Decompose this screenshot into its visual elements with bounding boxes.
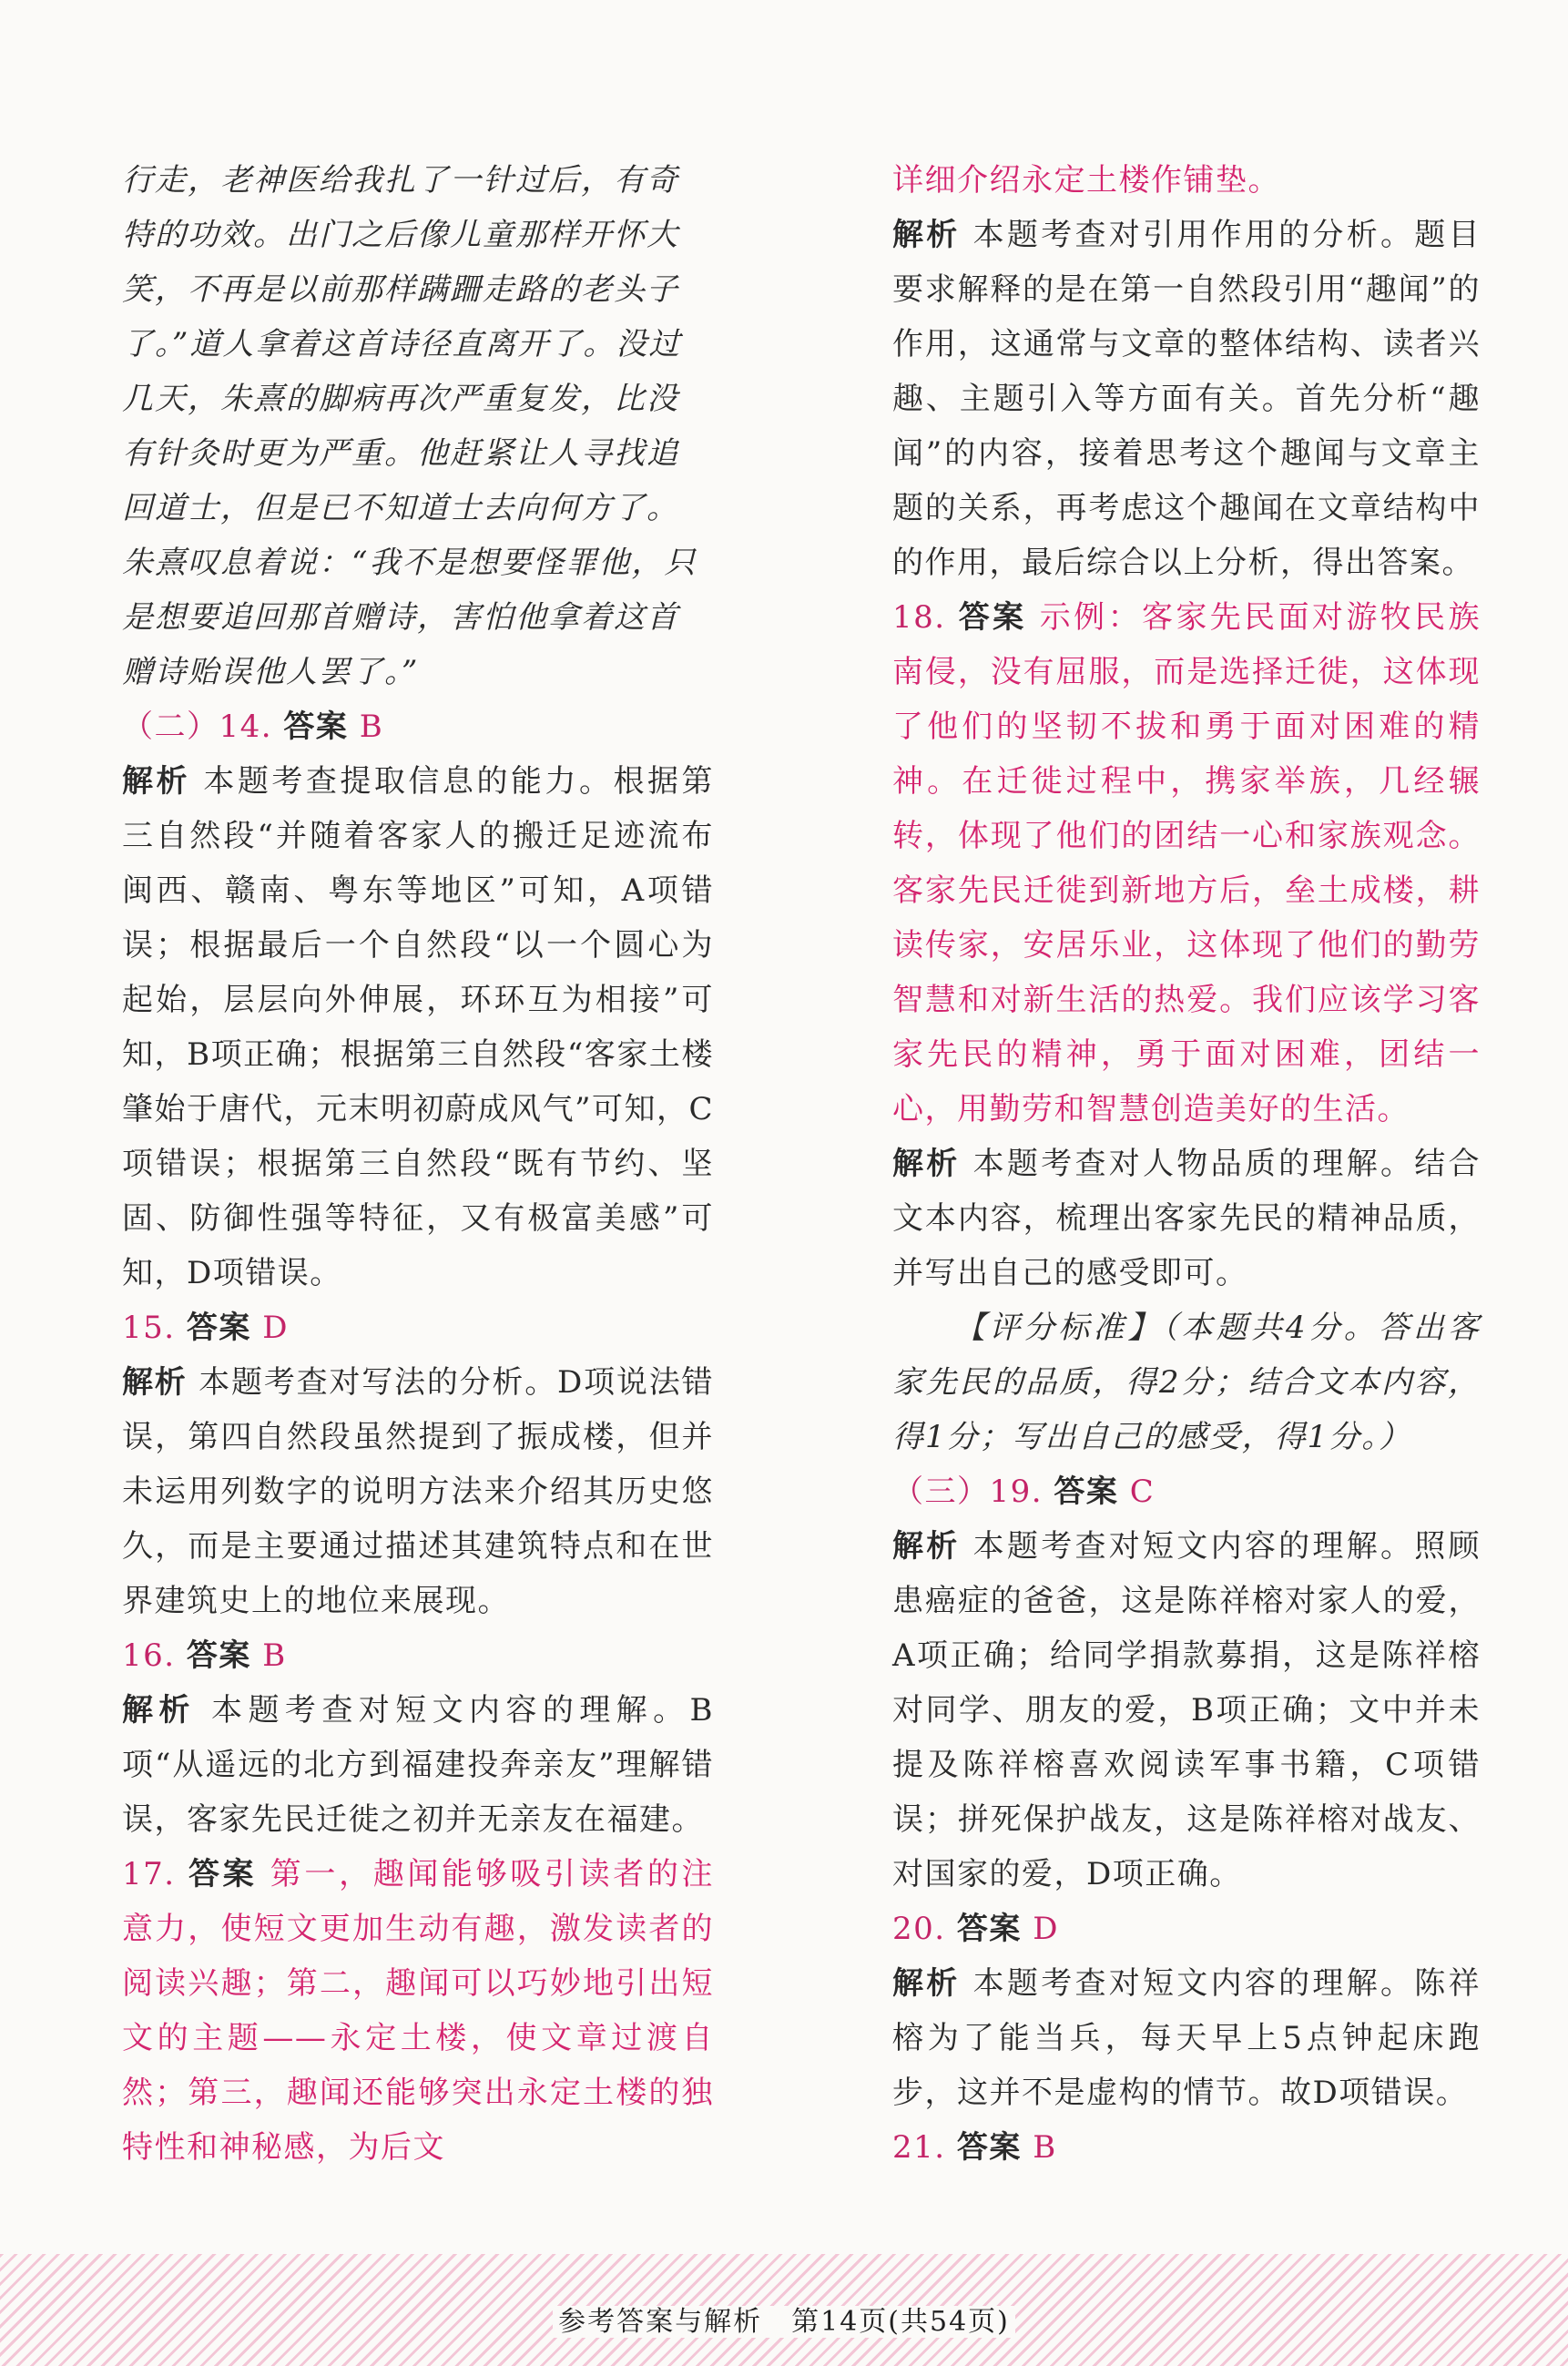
- q15-analysis: [122, 1355, 714, 1628]
- answer-label: 答案: [188, 1856, 258, 1892]
- story-line: 行走，老神医给我扎了一针过后，有奇: [122, 162, 679, 199]
- story-line: 赠诗贻误他人罢了。”: [122, 654, 420, 690]
- analysis-text: 本题考查对引用作用的分析。题目要求解释的是在第一自然段引用“趣闻”的作用，这通常与文章的整体结构、读者兴趣、主题引入等方面有关。首先分析“趣闻”的内容，接着思考这个趣闻与文章主题的关系，再考虑这个趣闻在文章结构中的作用，最后综合以上分析，得出答案。: [892, 217, 1481, 581]
- q16-answer: [122, 1628, 714, 1683]
- answer-value: B: [262, 1637, 287, 1674]
- q20-answer: [892, 1902, 1481, 1956]
- q19-answer: [892, 1464, 1481, 1519]
- story-line: 笑，不再是以前那样蹒跚走路的老头子: [122, 271, 679, 308]
- question-number: 16.: [122, 1637, 176, 1674]
- story-line: 特的功效。出门之后像儿童那样开怀大: [122, 217, 679, 253]
- story-line: 有针灸时更为严重。他赶紧让人寻找追: [122, 435, 679, 472]
- q17-answer-continued: 详细介绍永定土楼作铺垫。: [892, 162, 1280, 199]
- answer-value: C: [1129, 1474, 1156, 1510]
- footer-label: 参考答案与解析 第14页(共54页): [553, 2306, 1015, 2338]
- analysis-text: 本题考查提取信息的能力。根据第三自然段“并随着客家人的搬迁足迹流布闽西、赣南、粤东等地区”可知，A项错误；根据最后一个自然段“以一个圆心为起始，层层向外伸展，环环互为相接”可知，B项正确；根据第三自然段“客家土楼肇始于唐代，元末明初蔚成风气”可知，C项错误；根据第三自然段“既有节约、坚固、防御性强等特征，又有极富美感”可知，D项错误。: [122, 763, 715, 1291]
- q21-answer: [892, 2120, 1481, 2175]
- analysis-text: 本题考查对短文内容的理解。B项“从遥远的北方到福建投奔亲友”理解错误，客家先民迁徙之初并无亲友在福建。: [122, 1692, 715, 1838]
- analysis-text: 本题考查对写法的分析。D项说法错误，第四自然段虽然提到了振成楼，但并未运用列数字的说明方法来介绍其历史悠久，而是主要通过描述其建筑特点和在世界建筑史上的地位来展现。: [122, 1364, 714, 1619]
- answer-label: 答案: [186, 1637, 251, 1674]
- question-number: 21.: [892, 2129, 946, 2166]
- story-line: 朱熹叹息着说：“我不是想要怪罪他，只: [122, 545, 697, 581]
- q15-answer: [122, 1300, 714, 1355]
- left-column: [122, 153, 714, 2175]
- answer-label: 答案: [186, 1310, 251, 1346]
- answer-label: 答案: [283, 709, 349, 745]
- question-number: 18.: [892, 599, 946, 636]
- analysis-label: 解析: [892, 1528, 961, 1565]
- answer-label: 答案: [956, 1911, 1022, 1947]
- q18-scoring: 【评分标准】（本题共4分。答出客家先民的品质，得2分；结合文本内容，得1分；写出自己的感受，得1分。）: [892, 1310, 1481, 1455]
- section-label: （三）: [892, 1474, 990, 1510]
- answer-value: B: [1033, 2129, 1057, 2166]
- question-number: 20.: [892, 1911, 946, 1947]
- analysis-label: 解析: [892, 217, 961, 253]
- analysis-label: 解析: [892, 1965, 961, 2002]
- story-line: 几天，朱熹的脚病再次严重复发，比没: [122, 381, 679, 417]
- analysis-label: 解析: [892, 1146, 961, 1182]
- analysis-label: 解析: [122, 1692, 196, 1729]
- q18-analysis: [892, 1137, 1481, 1300]
- answer-value: D: [1033, 1911, 1059, 1947]
- answer-text: 第一，趣闻能够吸引读者的注意力，使短文更加生动有趣，激发读者的阅读兴趣；第二，趣闻可以巧妙地引出短文的主题——永定土楼，使文章过渡自然；第三，趣闻还能够突出永定土楼的独特性和神秘感，为后文: [122, 1856, 715, 2166]
- story-text: [122, 153, 714, 699]
- analysis-text: 本题考查对短文内容的理解。照顾患癌症的爸爸，这是陈祥榕对家人的爱，A项正确；给同学捐款募捐，这是陈祥榕对同学、朋友的爱，B项正确；文中并未提及陈祥榕喜欢阅读军事书籍，C项错误；拼死保护战友，这是陈祥榕对战友、对国家的爱，D项正确。: [892, 1528, 1481, 1892]
- story-line: 是想要追回那首赠诗，害怕他拿着这首: [122, 599, 679, 636]
- q16-analysis: [122, 1683, 714, 1847]
- question-number: 17.: [122, 1856, 176, 1892]
- story-line: 了。”道人拿着这首诗径直离开了。没过: [122, 326, 682, 362]
- q18-answer: [892, 590, 1481, 1137]
- analysis-text: 本题考查对人物品质的理解。结合文本内容，梳理出客家先民的精神品质，并写出自己的感受即可。: [892, 1146, 1481, 1291]
- question-number: 15.: [122, 1310, 176, 1346]
- q19-analysis: [892, 1519, 1481, 1902]
- q14-answer: [122, 699, 714, 754]
- answer-value: B: [359, 709, 384, 745]
- question-number: 19.: [989, 1474, 1044, 1510]
- right-column: [892, 153, 1481, 2175]
- answer-value: D: [262, 1310, 289, 1346]
- q17-analysis: [892, 208, 1481, 590]
- analysis-label: 解析: [122, 763, 191, 800]
- q17-answer: [122, 1847, 714, 2175]
- q14-analysis: [122, 754, 714, 1300]
- answer-label: 答案: [1054, 1474, 1119, 1510]
- answer-label: 答案: [956, 2129, 1022, 2166]
- story-line: 回道士，但是已不知道士去向何方了。: [122, 490, 679, 526]
- page-footer: [0, 2299, 1568, 2339]
- answer-text: 示例：客家先民面对游牧民族南侵，没有屈服，而是选择迁徙，这体现了他们的坚韧不拔和勇于面对困难的精神。在迁徙过程中，携家举族，几经辗转，体现了他们的团结一心和家族观念。客家先民迁徙到新地方后，垒土成楼，耕读传家，安居乐业，这体现了他们的勤劳智慧和对新生活的热爱。我们应该学习客家先民的精神，勇于面对困难，团结一心，用勤劳和智慧创造美好的生活。: [892, 599, 1481, 1127]
- analysis-label: 解析: [122, 1364, 188, 1401]
- analysis-text: 本题考查对短文内容的理解。陈祥榕为了能当兵，每天早上5点钟起床跑步，这并不是虚构的情节。故D项错误。: [892, 1965, 1481, 2111]
- answer-label: 答案: [958, 599, 1027, 636]
- q20-analysis: [892, 1956, 1481, 2120]
- section-label: （二）: [122, 709, 219, 745]
- question-number: 14.: [219, 709, 273, 745]
